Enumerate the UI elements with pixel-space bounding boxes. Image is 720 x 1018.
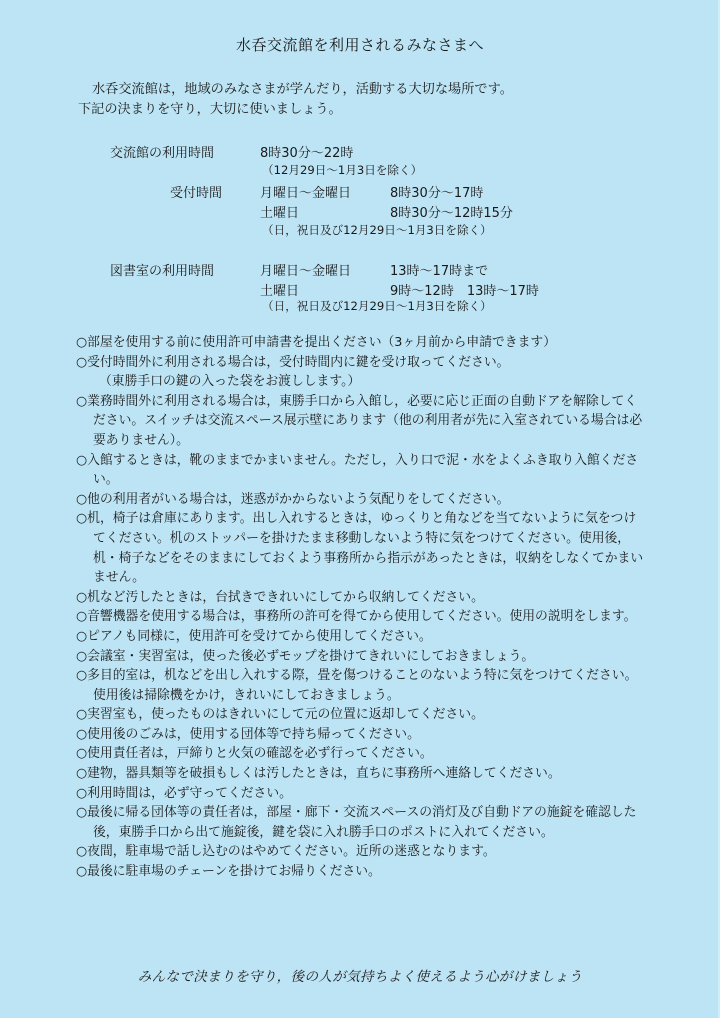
rule-item: ○部屋を使用する前に使用許可申請書を提出ください（3ヶ月前から申請できます） <box>76 335 556 350</box>
hall-hours-time: 8時30分～22時 <box>260 146 354 161</box>
rule-item: ○入館するときは，靴のままでかまいません。ただし，入り口で泥・水をよくふき取り入館ください。 <box>76 452 639 488</box>
intro-line-1: 水呑交流館は，地域のみなさまが学んだり，活動する大切な場所です。 <box>92 82 513 97</box>
reception-weekday-day: 月曜日～金曜日 <box>260 186 352 201</box>
rule-item: ○受付時間外に利用される場合は，受付時間内に鍵を受け取ってください。 <box>76 354 510 370</box>
rule-item: ○ピアノも同様に，使用許可を受けてから使用してください。 <box>76 628 432 644</box>
library-weekday-time: 13時～17時まで <box>390 264 489 279</box>
rule-item: ○建物，器具類等を破損もしくは汚したときは，直ちに事務所へ連絡してください。 <box>76 766 561 782</box>
rule-item: ○机など汚したときは，台拭きできれいにしてから収納してください。 <box>76 589 484 605</box>
footer-slogan: みんなで決まりを守り，後の人が気持ちよく使えるよう心がけましょう <box>137 969 583 985</box>
rule-item: ○夜間，駐車場で話し込むのはやめてください。近所の迷惑となります。 <box>76 844 496 860</box>
reception-hours-label: 受付時間 <box>170 186 223 201</box>
reception-saturday-day: 土曜日 <box>260 206 300 221</box>
hall-hours-note: （12月29日～1月3日を除く） <box>262 163 423 177</box>
library-saturday-day: 土曜日 <box>260 284 300 299</box>
library-weekday-day: 月曜日～金曜日 <box>260 264 352 279</box>
hall-hours-label: 交流館の利用時間 <box>110 146 215 161</box>
rule-item: ○最後に駐車場のチェーンを掛けてお帰りください。 <box>76 864 381 880</box>
rule-item: ○最後に帰る団体等の責任者は，部屋・廊下・交流スペースの消灯及び自動ドアの施錠を確認した後，東勝手口から出て施錠後，鍵を袋に入れ勝手口のポストに入れてください。 <box>76 805 637 840</box>
rule-item: ○多目的室は，机などを出し入れする際，畳を傷つけることのないよう特に気をつけてください。使用後は掃除機をかけ，きれいにしておきましょう。 <box>76 668 638 703</box>
rule-item: ○音響機器を使用する場合は，事務所の許可を得てから使用してください。使用の説明をします。 <box>76 609 637 625</box>
reception-weekday-time: 8時30分～17時 <box>390 186 484 201</box>
rule-sub-note: （東勝手口の鍵の入った袋をお渡しします。） <box>99 374 361 390</box>
library-saturday-time: 9時～12時 13時～17時 <box>390 284 539 299</box>
reception-saturday-time: 8時30分～12時15分 <box>390 206 513 221</box>
rule-item: ○実習室も，使ったものはきれいにして元の位置に返却してください。 <box>76 707 484 723</box>
rule-item: ○使用後のごみは，使用する団体等で持ち帰ってください。 <box>76 726 420 742</box>
rule-item: ○他の利用者がいる場合は，迷惑がかからないよう気配りをしてください。 <box>76 491 510 507</box>
library-hours-label: 図書室の利用時間 <box>110 264 215 279</box>
reception-hours-note: （日，祝日及び12月29日～1月3日を除く） <box>262 223 492 237</box>
rule-item: ○机，椅子は倉庫にあります。出し入れするときは，ゆっくりと角などを当てないように気をつけてください。机のストッパーを掛けたまま移動しないよう特に気をつけてください。使用後，机・椅子などをそのままにしておくよう事務所から指示があったときは，収納をしなくてかまいません。 <box>76 511 644 586</box>
rule-item: ○業務時間外に利用される場合は，東勝手口から入館し，必要に応じ正面の自動ドアを解除してください。スイッチは交流スペース展示壁にあります（他の利用者が先に入室されている場合は必要ありません）。 <box>76 393 643 448</box>
page-title: 水呑交流館を利用されるみなさまへ <box>235 36 484 54</box>
intro <box>78 80 658 120</box>
rule-item: ○利用時間は，必ず守ってください。 <box>76 785 292 801</box>
intro-line-2: 下記の決まりを守り，大切に使いましょう。 <box>78 102 342 117</box>
rules-list <box>76 333 646 882</box>
rule-item: ○会議室・実習室は，使った後必ずモップを掛けてきれいにしておきましょう。 <box>76 648 535 664</box>
rule-item: ○使用責任者は，戸締りと火気の確認を必ず行ってください。 <box>76 746 433 762</box>
library-hours-note: （日，祝日及び12月29日～1月3日を除く） <box>262 299 492 313</box>
